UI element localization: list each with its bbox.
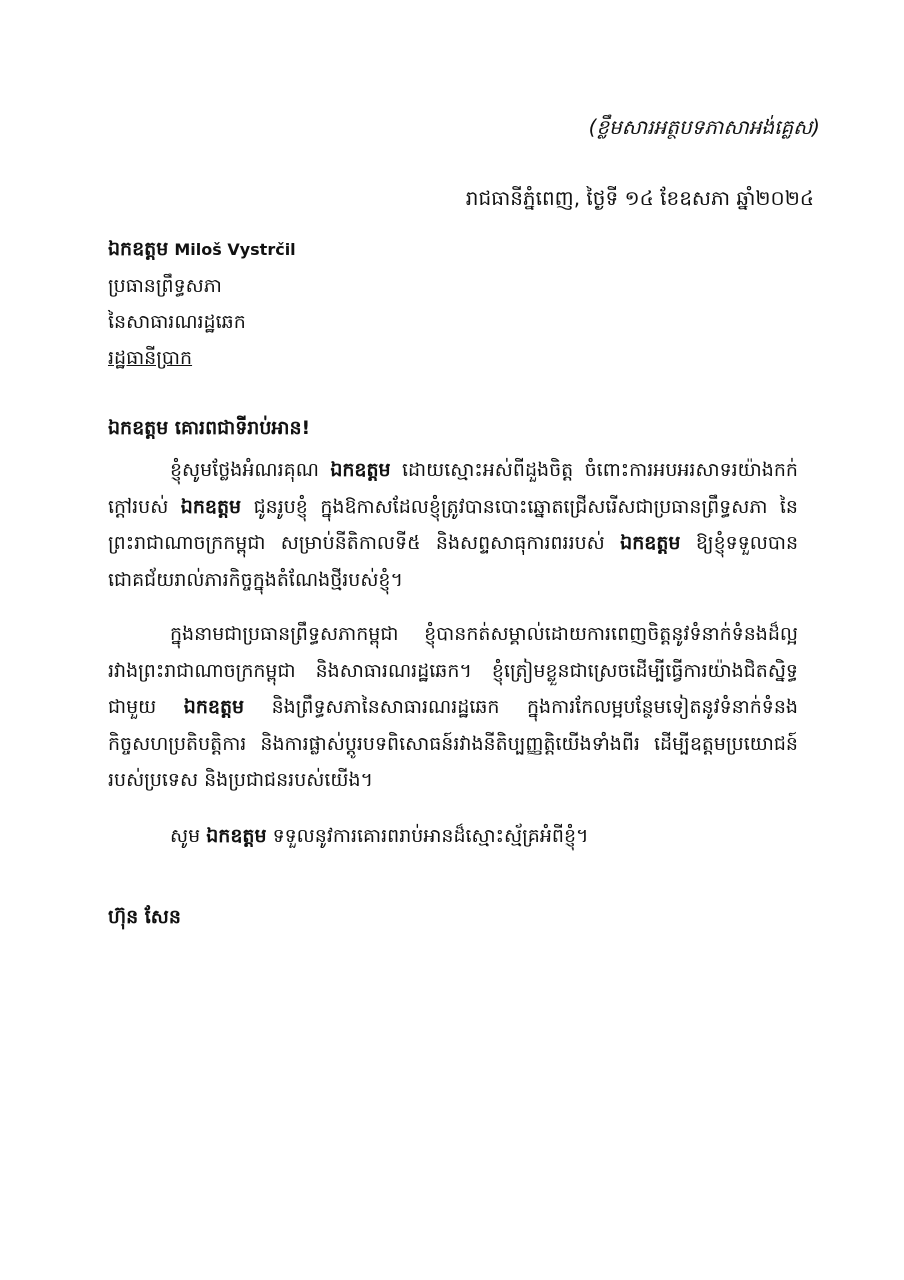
signature-name: ហ៊ុន សែន [108,906,181,928]
paragraph-2 [108,616,798,799]
recipient-honorific: ឯកឧត្តម [108,238,169,260]
paragraph-1-text-1: ខ្ញុំសូមថ្លែងអំណរគុណ [170,459,319,481]
paragraph-2-text-1: ក្នុងនាមជាប្រធានព្រឹទ្ធសភាកម្ពុជា ខ្ញុំបានកត់សម្គាល់ដោយការពេញចិត្តនូវទំនាក់ទំនងដ៏ល្អរវាងព្រះរាជាណាចក្រកម្ពុជា និងសាធារណរដ្ឋឆេក។ ខ្ញុំត្រៀមខ្លួនជាស្រេចដើម្បីធ្វើការយ៉ាងជិតស្និទ្ធជាមួយ [108,623,798,718]
paragraph-1-text-4: ឱ្យខ្ញុំទទួលបានជោគជ័យរាល់ភារកិច្ចក្នុងតំណែងថ្មីរបស់ខ្ញុំ។ [108,532,799,591]
recipient-name: Miloš Vystrčil [174,240,296,259]
translation-note: (ខ្លឹមសារអត្ថបទភាសាអង់គ្លេស) [588,115,820,139]
paragraph-1-honorific-3: ឯកឧត្តម [620,532,681,554]
paragraph-1-honorific-2: ឯកឧត្តម [180,495,242,518]
recipient-title-line [108,236,296,263]
recipient-city: រដ្ឋធានីប្រាក [108,347,193,369]
paragraph-1-honorific-1: ឯកឧត្តម [330,459,391,481]
paragraph-3-text-2: ទទួលនូវការគោរពរាប់អានដ៏ស្មោះស្ម័គ្រអំពីខ្ញុំ។ [272,825,589,847]
salutation: ឯកឧត្តម គោរពជាទីរាប់អាន! [108,417,311,439]
date-line: រាជធានីភ្នំពេញ, ថ្ងៃទី ១៤ ខែឧសភា ឆ្នាំ២០២៤ [465,186,814,210]
paragraph-3-text-1: សូម [170,825,201,847]
recipient-position: ប្រធានព្រឹទ្ធសភា [108,275,222,297]
paragraph-2-honorific-1: ឯកឧត្តម [183,696,245,718]
paragraph-1-text-2: ដោយស្មោះអស់ពីដួងចិត្ត ចំពោះការអបអរសាទរយ៉ាងកក់ក្ដៅរបស់ [108,459,798,518]
paragraph-1 [108,452,798,598]
paragraph-2-text-2: និងព្រឹទ្ធសភានៃសាធារណរដ្ឋឆេក ក្នុងការកែលម្អបន្ថែមទៀតនូវទំនាក់ទំនង កិច្ចសហប្រតិបត្តិការ និងការផ្លាស់ប្ដូរបទពិសោធន៍រវាងនីតិប្បញ្ញត្តិយើងទាំងពីរ ដើម្បីឧត្តមប្រយោជន៍របស់ប្រទេស និងប្រជាជនរបស់យើង។ [108,696,798,791]
paragraph-3 [108,818,798,855]
recipient-country: នៃសាធារណរដ្ឋឆេក [108,311,246,333]
paragraph-3-honorific-1: ឯកឧត្តម [206,825,267,847]
paragraph-1-text-3: ជូនរូបខ្ញុំ ក្នុងឱកាសដែលខ្ញុំត្រូវបានបោះឆ្នោតជ្រើសរើសជាប្រធានព្រឹទ្ធសភា នៃព្រះរាជាណាចក្រកម្ពុជា សម្រាប់នីតិកាលទី៥ និងសព្ទសាធុការពររបស់ [108,495,798,554]
